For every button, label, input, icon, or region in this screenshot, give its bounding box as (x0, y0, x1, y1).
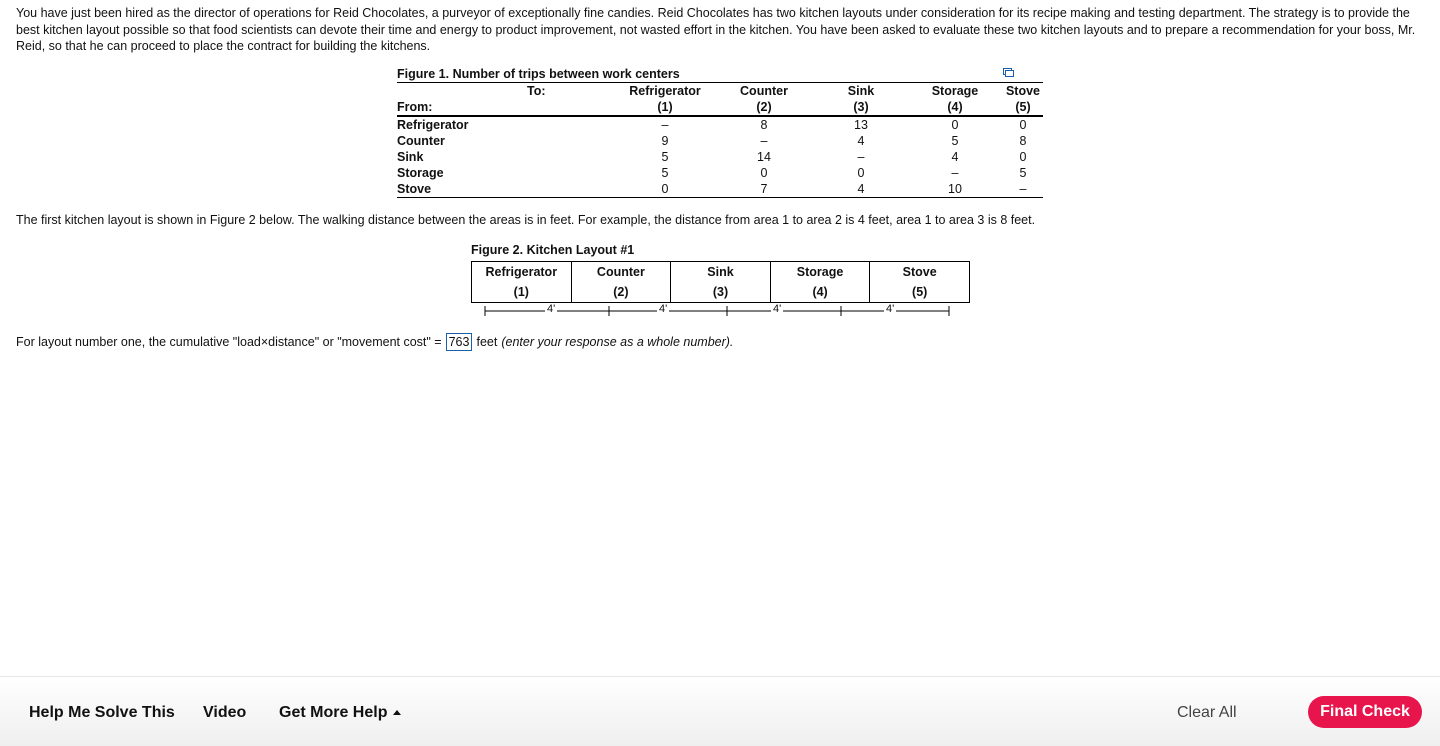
figure-1 (397, 66, 1043, 198)
col-header-counter: Counter (713, 83, 815, 100)
table-row (397, 181, 1043, 198)
table-cell: 10 (907, 181, 1003, 198)
figure-1-title: Figure 1. Number of trips between work centers (397, 67, 680, 81)
kitchen-layout-diagram (471, 261, 970, 303)
final-check-button[interactable]: Final Check (1308, 696, 1422, 728)
row-label: Refrigerator (397, 118, 469, 132)
distance-label: 4' (886, 303, 895, 315)
caret-up-icon (393, 710, 401, 715)
table-cell: 5 (661, 150, 669, 164)
table-cell: 4 (857, 134, 865, 148)
layout-cell-num: (3) (712, 285, 729, 299)
question-hint: (enter your response as a whole number). (501, 335, 734, 349)
table-cell: – (951, 166, 959, 180)
get-more-help-label: Get More Help (279, 704, 388, 721)
col-header-refrigerator: Refrigerator (617, 83, 713, 100)
from-label: From: (397, 99, 617, 116)
table-cell: 0 (617, 181, 713, 198)
layout-description: The first kitchen layout is shown in Figure 2 below. The walking distance between the areas is in feet. For example, the distance from area 1 to area 2 is 4 feet, area 1 to area 3 is 8 feet. (16, 213, 1036, 227)
layout-cell-num: (2) (613, 285, 629, 299)
col-header-sink: Sink (815, 83, 907, 100)
layout-cell-num: (1) (513, 285, 529, 299)
layout-cell-refrigerator (472, 262, 572, 302)
col-num-4: (4) (907, 99, 1003, 116)
table-cell: – (760, 134, 768, 148)
col-header-storage: Storage (907, 83, 1003, 100)
layout-cell-name: Sink (707, 265, 734, 279)
layout-cell-counter (572, 262, 672, 302)
table-row (397, 116, 1043, 133)
footer-bar (0, 676, 1440, 746)
row-label: Stove (397, 181, 617, 198)
table-row (397, 149, 1043, 165)
layout-cell-name: Stove (902, 265, 937, 279)
table-cell: 0 (760, 166, 768, 180)
layout-cell-num: (5) (912, 285, 928, 299)
distance-label: 4' (773, 303, 782, 315)
col-num-5: (5) (1003, 99, 1043, 116)
layout-cell-name: Counter (596, 265, 645, 279)
row-label: Counter (397, 134, 445, 148)
distance-label: 4' (547, 303, 556, 315)
table-cell: 0 (1019, 118, 1027, 132)
figure-2 (471, 242, 971, 318)
table-row (397, 165, 1043, 181)
to-label: To: (527, 83, 617, 100)
help-me-solve-button[interactable]: Help Me Solve This (29, 704, 175, 721)
layout-cell-num: (4) (812, 285, 828, 299)
distance-dimension-line (471, 304, 971, 318)
table-cell: 0 (857, 166, 865, 180)
to-label-cell (397, 83, 527, 100)
table-row (397, 133, 1043, 149)
row-label: Sink (397, 150, 424, 164)
col-header-stove: Stove (1003, 83, 1043, 100)
problem-intro: You have just been hired as the director of operations for Reid Chocolates, a purveyor of exceptionally fine candies. Reid Chocolates has two kitchen layouts under consideration for its recipe making and testing department. The strategy is to provide the best kitchen layout possible so that food scientists can devote their time and energy to product improvement, not wasted effort in the kitchen. You have been asked to evaluate these two kitchen layouts and to prepare a recommendation for your boss, Mr. Reid, so that he can proceed to place the contract for building the kitchens. (16, 6, 1416, 53)
table-cell: 8 (1019, 134, 1027, 148)
table-cell: 4 (815, 181, 907, 198)
distance-label: 4' (659, 303, 668, 315)
movement-cost-input[interactable]: 763 (446, 333, 473, 351)
layout-cell-storage (771, 262, 871, 302)
table-cell: 4 (951, 150, 959, 164)
get-more-help-button[interactable] (279, 704, 401, 722)
table-cell: 5 (951, 134, 959, 148)
table-cell: 5 (661, 166, 669, 180)
table-cell: 9 (661, 134, 669, 148)
table-cell: 8 (760, 118, 768, 132)
video-button[interactable]: Video (203, 704, 247, 721)
question-line (16, 333, 733, 351)
table-cell: 0 (951, 118, 959, 132)
layout-cell-name: Storage (796, 265, 844, 279)
col-num-1: (1) (617, 99, 713, 116)
table-cell: 13 (854, 118, 868, 132)
table-cell: – (857, 150, 865, 164)
question-prefix: For layout number one, the cumulative "load×distance" or "movement cost" = (16, 335, 442, 349)
row-label: Storage (397, 166, 444, 180)
layout-cell-stove (870, 262, 969, 302)
table-cell: 7 (713, 181, 815, 198)
question-unit: feet (476, 335, 498, 349)
col-num-2: (2) (713, 99, 815, 116)
table-cell: 14 (757, 150, 771, 164)
col-num-3: (3) (815, 99, 907, 116)
layout-cell-sink (671, 262, 771, 302)
table-cell: – (661, 118, 669, 132)
table-cell: 0 (1019, 150, 1027, 164)
copy-table-icon[interactable] (1003, 68, 1014, 77)
figure-2-title: Figure 2. Kitchen Layout #1 (471, 243, 635, 257)
table-cell: 5 (1019, 166, 1027, 180)
table-cell: – (1003, 181, 1043, 198)
clear-all-button[interactable]: Clear All (1177, 704, 1237, 721)
layout-cell-name: Refrigerator (485, 265, 558, 279)
trips-table (397, 82, 1043, 198)
